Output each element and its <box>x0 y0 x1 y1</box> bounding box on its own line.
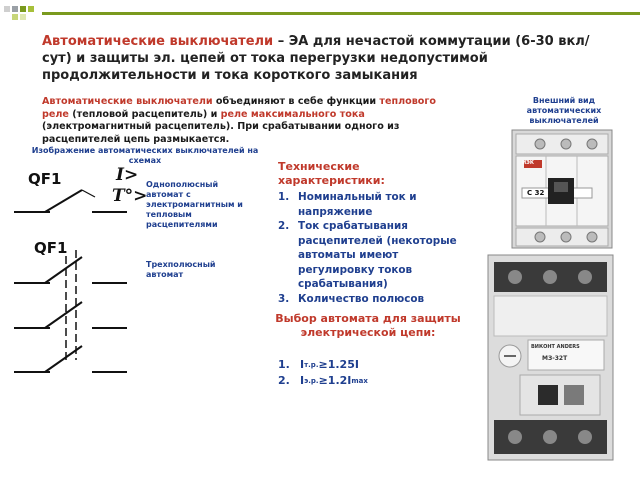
item-number: 3. <box>278 292 290 305</box>
symbol-thermal-relay: T°> <box>112 186 148 206</box>
item-text: Номинальный ток и напряжение <box>298 191 417 218</box>
formula-rest: ≥1.2I <box>318 374 352 387</box>
desc-maxcurrent: реле максимального тока <box>220 108 365 120</box>
breaker-brand-label: ИЭК <box>522 160 534 166</box>
schemes-label: Изображение автоматических выключателей на схемах <box>31 146 259 165</box>
motor-breaker-brand-label: ВИКОНТ ANDERS <box>531 344 580 350</box>
single-pole-designation: QF1 <box>28 170 62 188</box>
technical-title-text: Технические характеристики: <box>278 160 385 187</box>
selection-title: Выбор автомата для защиты электрической цепи: <box>275 312 461 339</box>
desc-part2: (тепловой расцепитель) и <box>68 108 221 120</box>
item-number: 1. <box>278 191 290 203</box>
symbol-current-relay: I> <box>116 165 139 185</box>
desc-part3: (электромагнитный расцепитель). При срабатывании одного из расцепителей цепь размыкается. <box>42 121 400 145</box>
formula-sub-max: max <box>351 377 368 385</box>
desc-thermal: теплового реле <box>42 96 436 120</box>
desc-part1: объединяют в себе функции <box>212 96 380 107</box>
formula-number: 1. <box>278 358 290 371</box>
formula-main: I <box>300 374 305 387</box>
formula-sub: т.р. <box>304 361 319 369</box>
formula-main: I <box>300 358 305 371</box>
item-text: Ток срабатывания расцепителей (некоторые автоматы имеют регулировку токов срабатывания) <box>298 220 457 290</box>
formula-sub: э.р. <box>304 377 319 385</box>
item-number: 2. <box>278 220 290 232</box>
formula-rest: ≥1.25I <box>318 358 359 371</box>
motor-breaker-model-label: МЗ-32Т <box>542 355 568 362</box>
formula-number: 2. <box>278 374 290 387</box>
breaker-rating-label: С 32 <box>527 189 545 197</box>
single-pole-caption: Однополюсный автомат с электромагнитным и тепловым расцепителями <box>146 180 243 229</box>
desc-term: Автоматические выключатели <box>42 96 213 107</box>
external-view-label: Внешний вид автоматических выключателей <box>526 96 602 125</box>
three-pole-designation: QF1 <box>34 239 68 257</box>
title-term: Автоматические выключатели <box>42 34 274 49</box>
three-pole-caption: Трехполюсный автомат <box>146 260 216 279</box>
item-text: Количество полюсов <box>298 292 425 305</box>
title-rest: – ЭА для нечастой коммутации (6-30 вкл/сут) и защиты эл. цепей от тока перегрузки недопустимой продолжительности и тока короткого замыкания <box>42 34 590 83</box>
